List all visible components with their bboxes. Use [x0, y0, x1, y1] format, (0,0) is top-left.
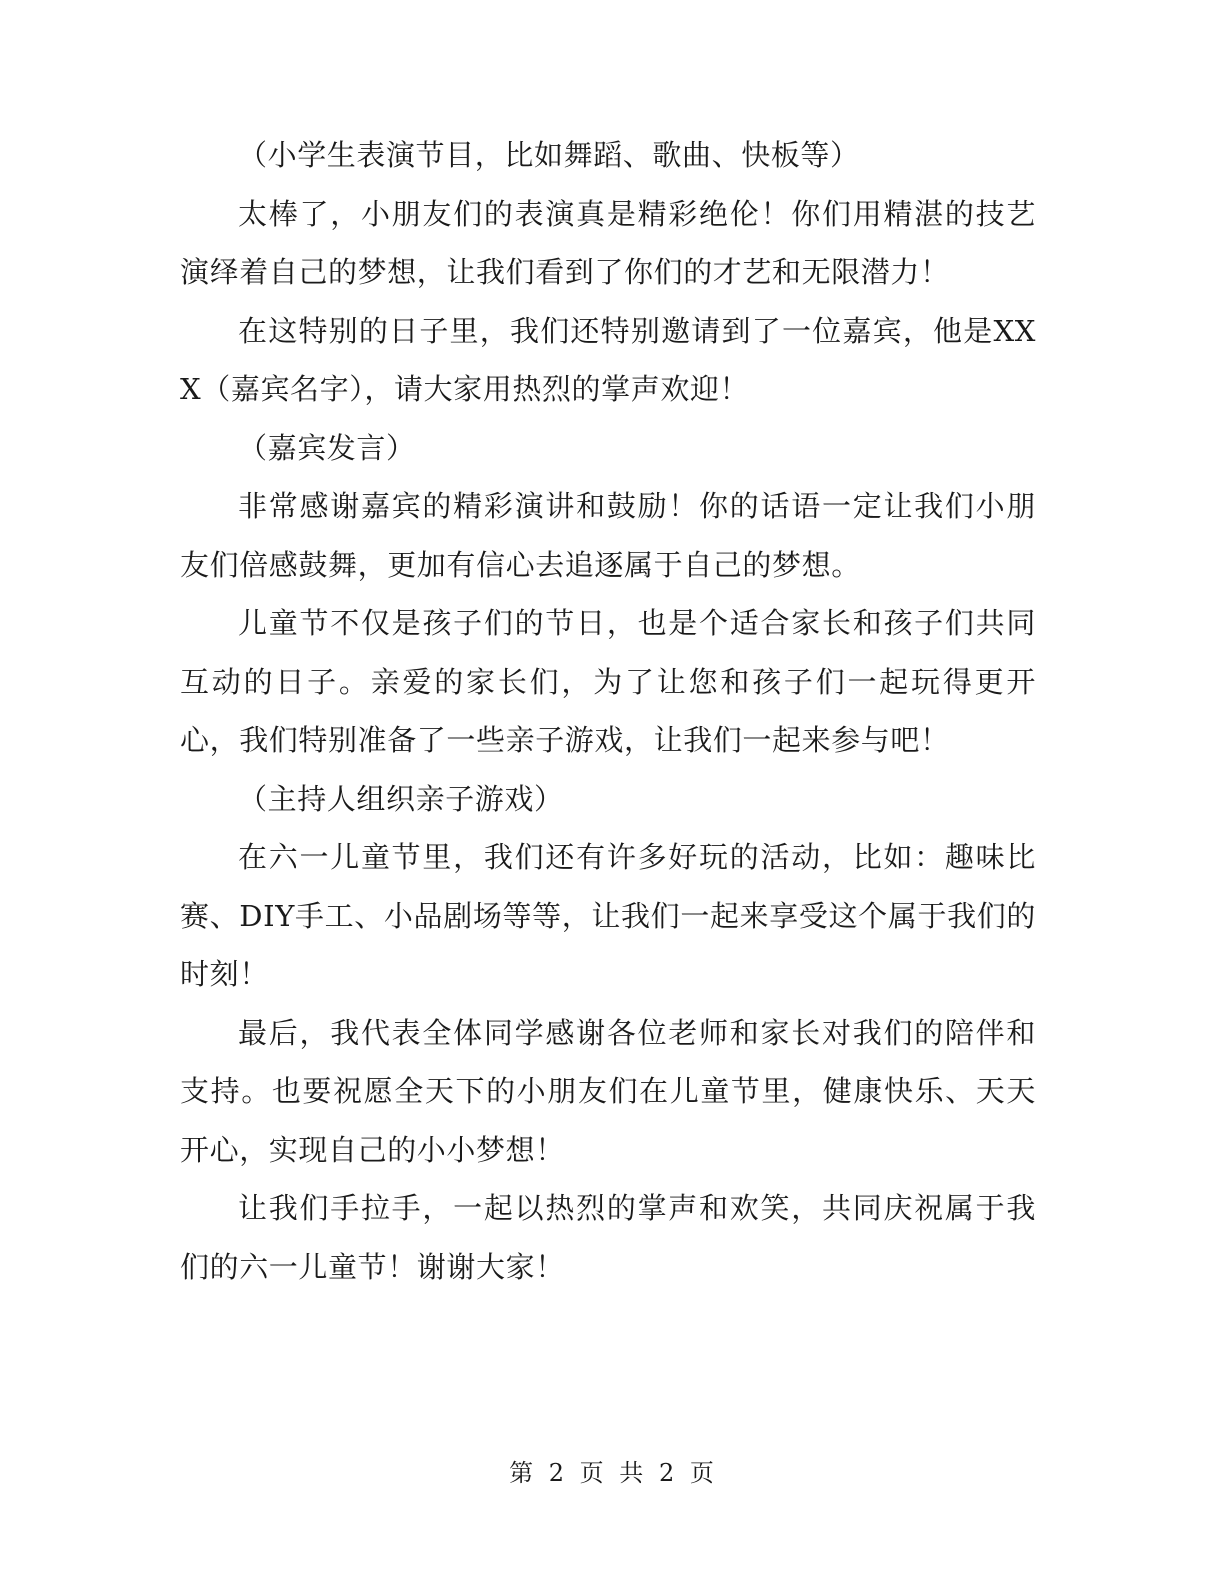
- paragraph: （主持人组织亲子游戏）: [238, 781, 564, 816]
- paragraph: 最后，我代表全体同学感谢各位老师和家长对我们的陪伴和支持。也要祝愿全天下的小朋友们在儿童节里，健康快乐、天天开心，实现自己的小小梦想！: [180, 1015, 1036, 1167]
- paragraph: 太棒了，小朋友们的表演真是精彩绝伦！你们用精湛的技艺演绎着自己的梦想，让我们看到了你们的才艺和无限潜力！: [180, 196, 1036, 289]
- paragraph: 儿童节不仅是孩子们的节日，也是个适合家长和孩子们共同互动的日子。亲爱的家长们，为了让您和孩子们一起玩得更开心，我们特别准备了一些亲子游戏，让我们一起来参与吧！: [180, 606, 1036, 757]
- paragraph: 让我们手拉手，一起以热烈的掌声和欢笑，共同庆祝属于我们的六一儿童节！谢谢大家！: [180, 1191, 1036, 1284]
- paragraph: 非常感谢嘉宾的精彩演讲和鼓励！你的话语一定让我们小朋友们倍感鼓舞，更加有信心去追逐属于自己的梦想。: [180, 489, 1036, 582]
- document-body: [180, 126, 1036, 1296]
- paragraph: （嘉宾发言）: [238, 430, 416, 465]
- page-number-footer: 第 2 页 共 2 页: [509, 1459, 715, 1487]
- paragraph: （小学生表演节目，比如舞蹈、歌曲、快板等）: [238, 138, 860, 172]
- paragraph: 在这特别的日子里，我们还特别邀请到了一位嘉宾，他是XXX（嘉宾名字），请大家用热烈的掌声欢迎！: [180, 313, 1036, 406]
- paragraph: 在六一儿童节里，我们还有许多好玩的活动，比如：趣味比赛、DIY手工、小品剧场等等，让我们一起来享受这个属于我们的时刻！: [180, 840, 1036, 991]
